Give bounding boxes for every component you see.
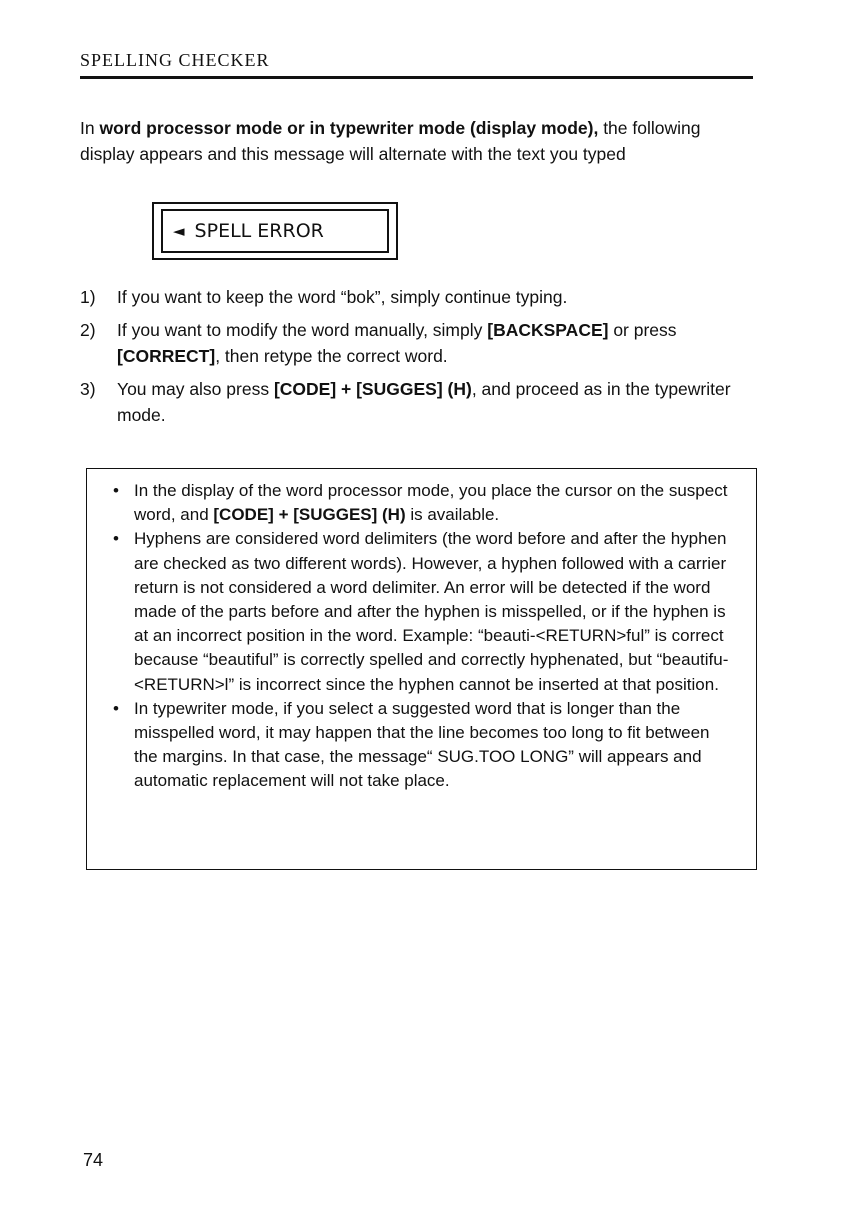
steps-list (80, 284, 755, 435)
step-number: 1) (80, 287, 96, 307)
intro-text: the following display appears and this message will alternate with the text you typed (80, 118, 701, 164)
notes-box (86, 468, 757, 870)
key-sugges: [SUGGES] (356, 379, 443, 399)
page-header: SPELLING CHECKER (80, 50, 270, 70)
key-h: (H) (442, 379, 472, 399)
bullet-icon: • (113, 481, 119, 500)
key-plus: + (336, 379, 357, 399)
intro-lead: In (80, 118, 100, 138)
lcd-screen (161, 209, 389, 253)
note-text: is available. (405, 505, 500, 525)
key-sugges: [SUGGES] (293, 505, 378, 525)
step-text: You may also press (117, 379, 274, 399)
key-code: [CODE] (273, 379, 337, 399)
intro-bold-mode: word processor mode or in typewriter mode (display mode), (99, 118, 599, 138)
intro-paragraph (80, 115, 755, 167)
list-item (113, 479, 733, 527)
list-item (113, 527, 733, 696)
lcd-display (152, 202, 398, 260)
step-text: , and proceed as in the typewriter mode. (117, 379, 731, 425)
step-text: , then retype the correct word. (215, 346, 448, 366)
key-backspace: [BACKSPACE] (487, 320, 609, 340)
key-plus: + (273, 505, 294, 525)
step-text: If you want to modify the word manually, simply (117, 320, 488, 340)
step-number: 2) (80, 320, 96, 340)
list-item (113, 697, 733, 794)
step-number: 3) (80, 379, 96, 399)
header-rule (80, 76, 753, 79)
bullet-icon: • (113, 529, 119, 549)
lcd-arrow-icon: ◄ (173, 222, 185, 240)
key-correct: [CORRECT] (117, 346, 216, 366)
notes-list (113, 479, 733, 794)
key-code: [CODE] (213, 505, 274, 525)
note-text: Hyphens are considered word delimiters (the word before and after the hyphen are checked as two different words). However, a hyphen followed with a carrier return is not considered a word delimiter. An error will be detected if the word made of the parts before and after the hyphen is misspelled, or if the hyphen is at an incorrect position in the word. Example: “beauti-<RETURN>ful” is correct because “beautiful” is correctly spelled and correctly hyphenated, but “beautifu-<RETURN>l” is incorrect since the hyphen cannot be inserted at that position. (134, 529, 729, 694)
list-item (80, 284, 755, 310)
page-number: 74 (83, 1150, 104, 1170)
step-text: If you want to keep the word “bok”, simply continue typing. (117, 287, 568, 307)
note-text: In typewriter mode, if you select a suggested word that is longer than the misspelled word, it may happen that the line becomes too long to fit between the margins. In that case, the message“ SUG.TOO LONG” will appears and automatic replacement will not take place. (134, 698, 710, 791)
list-item (80, 376, 755, 428)
key-h: (H) (377, 505, 406, 525)
note-text: In the display of the word processor mode, you place the cursor on the suspect word, and (134, 481, 728, 525)
step-text: or press (608, 320, 677, 340)
lcd-message: SPELL ERROR (194, 220, 324, 242)
list-item (80, 317, 755, 369)
bullet-icon: • (113, 698, 119, 718)
